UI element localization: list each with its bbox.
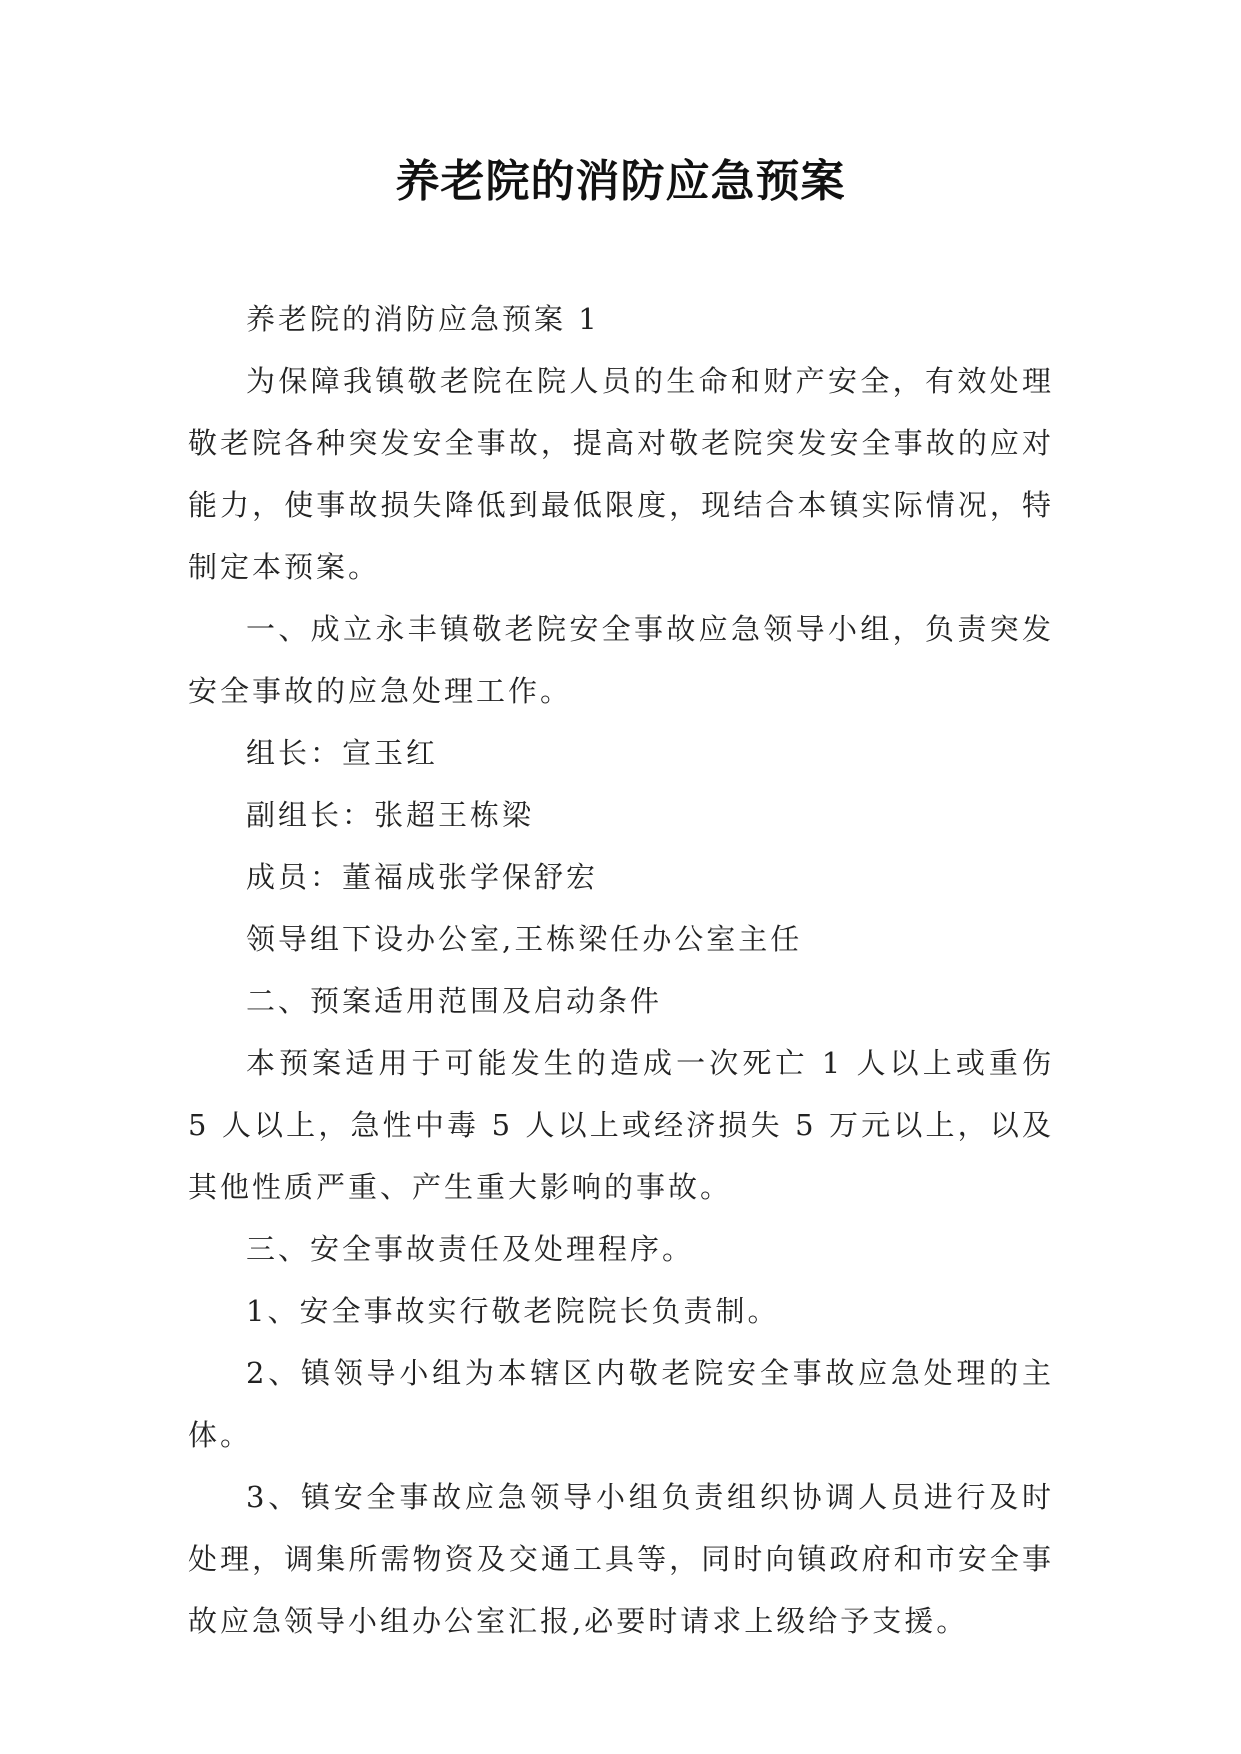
scope-heading: 二、预案适用范围及启动条件 — [246, 984, 663, 1018]
group-leader-line: 组长：宣玉红 — [246, 736, 439, 770]
document-body — [188, 288, 1054, 1652]
scope-paragraph: 本预案适用于可能发生的造成一次死亡 1 人以上或重伤 5 人以上，急性中毒 5 人以上或经济损失 5 万元以上，以及其他性质严重、产生重大影响的事故。 — [188, 1046, 1054, 1204]
members-line: 成员：董福成张学保舒宏 — [246, 860, 599, 894]
deputy-leader-line: 副组长：张超王栋梁 — [246, 798, 535, 832]
document-title: 养老院的消防应急预案 — [395, 156, 846, 207]
procedure-item-1: 1、安全事故实行敬老院院长负责制。 — [246, 1294, 780, 1328]
office-line: 领导组下设办公室,王栋梁任办公室主任 — [246, 922, 803, 956]
leadership-group-paragraph: 一、成立永丰镇敬老院安全事故应急领导小组，负责突发安全事故的应急处理工作。 — [188, 612, 1054, 708]
intro-paragraph: 为保障我镇敬老院在院人员的生命和财产安全，有效处理敬老院各种突发安全事故，提高对敬老院突发安全事故的应对能力，使事故损失降低到最低限度，现结合本镇实际情况，特制定本预案。 — [188, 364, 1054, 584]
section-heading: 养老院的消防应急预案 1 — [246, 302, 600, 336]
procedure-item-2: 2、镇领导小组为本辖区内敬老院安全事故应急处理的主体。 — [188, 1356, 1054, 1452]
procedure-item-3: 3、镇安全事故应急领导小组负责组织协调人员进行及时处理，调集所需物资及交通工具等，同时向镇政府和市安全事故应急领导小组办公室汇报,必要时请求上级给予支援。 — [188, 1480, 1054, 1638]
procedure-heading: 三、安全事故责任及处理程序。 — [246, 1232, 695, 1266]
